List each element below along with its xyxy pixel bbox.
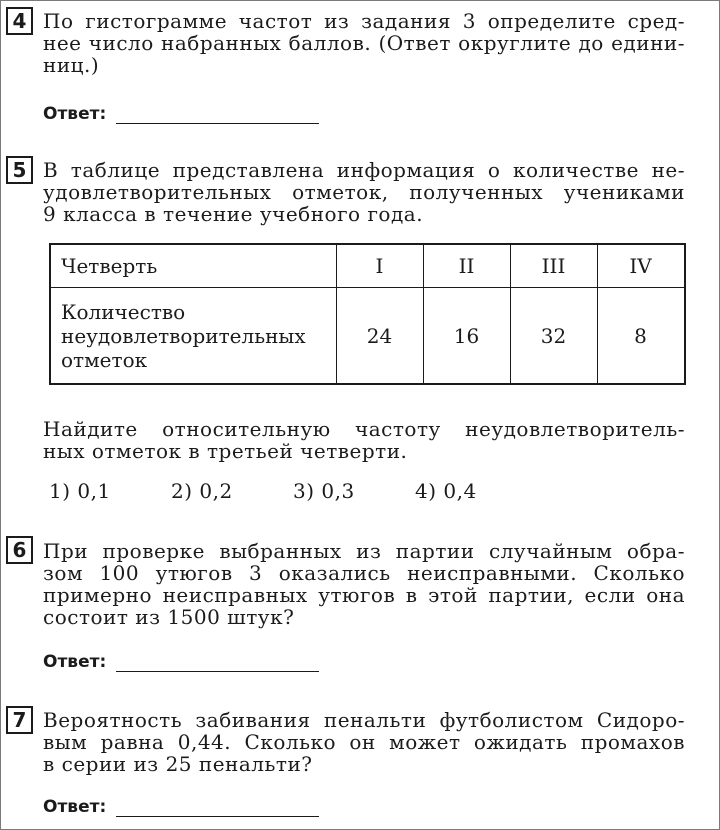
text-line: зом 100 утюгов 3 оказались неисправными. Сколько [43,561,685,585]
task-number-box: 7 [6,706,33,734]
table-cell: 16 [423,288,510,385]
answer-label: Ответ: [43,797,107,817]
task-7-answer [43,797,319,817]
answer-blank[interactable] [116,653,319,672]
table-header-row [50,244,685,288]
task-7-text [43,709,685,775]
table-header-cell: II [423,244,510,288]
row-label-line: отметок [61,347,148,372]
table-row-label [50,288,336,385]
task-number-box: 6 [6,536,33,564]
text-line: 9 класса в течение учебного года. [43,202,424,226]
table-header-cell: III [510,244,597,288]
table-row [50,288,685,385]
task-6-answer [43,652,319,672]
text-line: При проверке выбранных из партии случайным обра- [43,539,685,563]
text-line: В таблице представлена информация о количестве не- [43,158,685,182]
option-1[interactable]: 1) 0,1 [49,479,111,503]
table-cell: 32 [510,288,597,385]
answer-label: Ответ: [43,104,107,124]
text-line: ниц.) [43,53,100,77]
table-header-cell: I [336,244,423,288]
option-2[interactable]: 2) 0,2 [171,479,233,503]
grades-table [49,243,686,385]
option-3[interactable]: 3) 0,3 [293,479,355,503]
row-label-line: Количество [61,299,186,324]
answer-blank[interactable] [116,798,319,817]
answer-options [49,479,477,503]
task-number-box: 4 [6,7,33,35]
text-line: нее число набранных баллов. (Ответ округлите до едини- [43,31,685,55]
option-4[interactable]: 4) 0,4 [415,479,477,503]
text-line: состоит из 1500 штук? [43,605,295,629]
table-cell: 8 [597,288,685,385]
table-header-label: Четверть [50,244,336,288]
text-line: в серии из 25 пенальти? [43,752,313,776]
text-line: Найдите относительную частоту неудовлетворитель- [43,417,685,441]
task-5-text [43,159,685,225]
text-line: удовлетворительных отметок, полученных учениками [43,180,685,204]
table-header-cell: IV [597,244,685,288]
answer-blank[interactable] [116,105,319,124]
row-label-line: неудовлетворительных [61,323,306,348]
task-5-question [43,418,685,462]
table-cell: 24 [336,288,423,385]
answer-label: Ответ: [43,652,107,672]
task-6-text [43,540,685,628]
text-line: примерно неисправных утюгов в этой партии, если она [43,583,685,607]
text-line: вым равна 0,44. Сколько он может ожидать промахов [43,730,685,754]
text-line: Вероятность забивания пенальти футболистом Сидоро- [43,708,685,732]
task-4-answer [43,104,319,124]
text-line: ных отметок в третьей четверти. [43,439,408,463]
text-line: По гистограмме частот из задания 3 определите сред- [43,9,685,33]
task-4-text [43,10,685,76]
task-number-box: 5 [6,156,33,184]
